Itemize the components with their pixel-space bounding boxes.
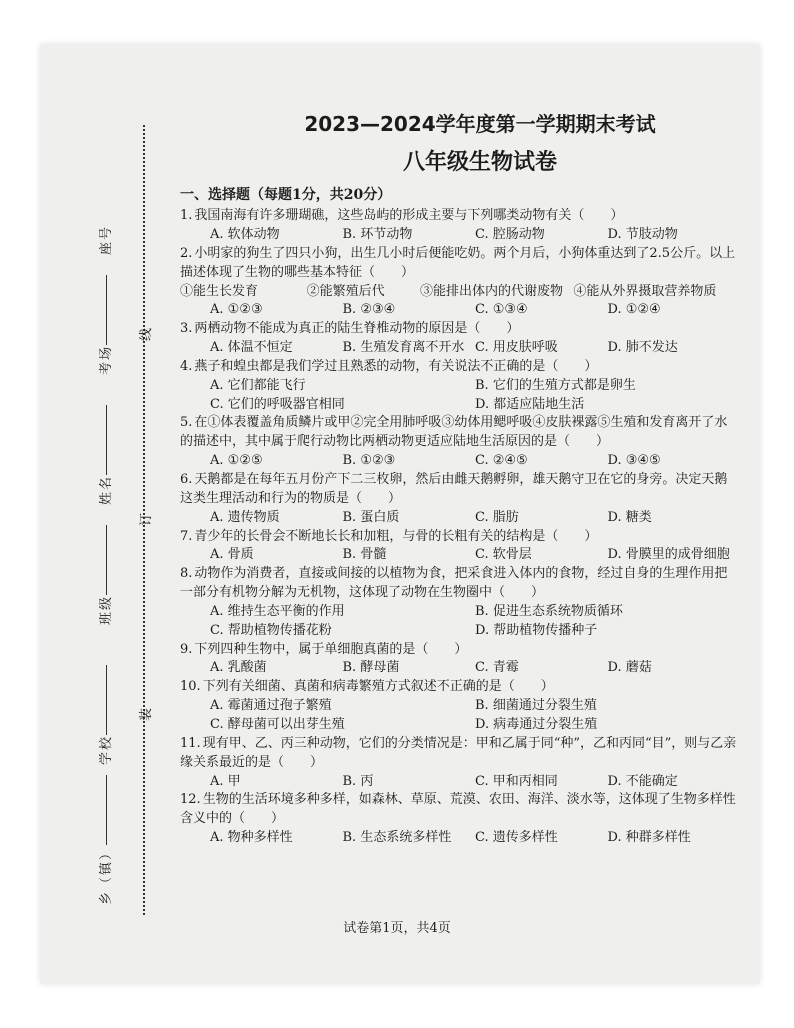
option-c[interactable]: C. 软骨层 [475,547,532,563]
section-heading: 一、选择题（每题1分，共20分） [180,186,392,203]
question-text: 小明家的狗生了四只小狗，出生几小时后便能吃奶。两个月后，小狗体重达到了2.5公斤。以上描述体现了生物的哪些基本特征（ ） [180,245,736,280]
question-4 [180,358,740,415]
question-text: 青少年的长骨会不断地长长和加粗，与骨的长粗有关的结构是（ ） [194,528,598,544]
question-number: 9. [180,641,193,657]
option-b[interactable]: B. 骨髓 [342,547,387,563]
option-c[interactable]: C. 帮助植物传播花粉 [210,622,332,638]
field-class: 班级 [95,521,114,625]
option-a[interactable]: A. ①②③ [210,302,263,318]
option-b[interactable]: B. 酵母菌 [342,660,400,676]
question-7 [180,528,740,566]
question-1 [180,207,740,245]
statement-4: ④能从外界摄取营养物质 [573,283,717,299]
question-12 [180,791,740,848]
question-text: 我国南海有许多珊瑚礁，这些岛屿的形成主要与下列哪类动物有关（ ） [194,208,624,224]
option-b[interactable]: B. 生态系统多样性 [342,830,452,846]
question-text: 下列有关细菌、真菌和病毒繁殖方式叙述不正确的是（ ） [202,679,554,695]
option-a[interactable]: A. ①②⑤ [210,453,263,469]
option-d[interactable]: D. 帮助植物传播种子 [475,622,598,638]
option-a[interactable]: A. 乳酸菌 [210,660,267,676]
option-c[interactable]: C. ①③④ [475,302,528,318]
question-number: 6. [180,472,193,487]
option-a[interactable]: A. 软体动物 [210,227,280,243]
exam-content [180,110,740,848]
question-6 [180,471,740,528]
question-text: 生物的生活环境多种多样，如森林、草原、荒漠、农田、海洋、淡水等，这体现了生物多样性含义中的（ ） [180,792,736,827]
page-footer: 试卷第1页，共4页 [343,921,451,936]
question-number: 12. [180,792,201,808]
option-b[interactable]: B. 环节动物 [342,227,413,243]
exam-subtitle: 八年级生物试卷 [402,150,557,175]
option-c[interactable]: C. 脂肪 [475,509,519,525]
question-number: 8. [180,566,193,582]
question-number: 3. [180,321,193,337]
option-b[interactable]: B. 生殖发育离不开水 [342,340,465,356]
question-11 [180,735,740,792]
binding-word-ding: 订 [139,512,155,527]
question-3 [180,320,740,358]
field-name: 姓名 [95,401,114,505]
option-d[interactable]: D. 种群多样性 [607,830,691,846]
question-8 [180,565,740,640]
question-10 [180,678,740,735]
option-a[interactable]: A. 体温不恒定 [210,340,293,356]
option-b[interactable]: B. 它们的生殖方式都是卵生 [475,377,636,393]
option-d[interactable]: D. ③④⑤ [607,453,661,469]
field-seat-number: 座号 [99,224,114,255]
question-number: 5. [180,415,193,431]
field-township: 乡（镇） [95,771,114,905]
question-text: 动物作为消费者，直接或间接的以植物为食，把采食进入体内的食物，经过自身的生理作用把一部分有机物分解为无机物，这体现了动物在生物圈中（ ） [180,566,728,601]
option-a[interactable]: A. 物种多样性 [210,830,293,846]
option-d[interactable]: D. 骨膜里的成骨细胞 [607,547,730,563]
option-d[interactable]: D. 病毒通过分裂生殖 [475,716,598,732]
field-exam-room: 考场 [95,271,114,375]
option-b[interactable]: B. 蛋白质 [342,509,400,525]
question-text: 天鹅都是在每年五月份产下二三枚卵，然后由雌天鹅孵卵，雄天鹅守卫在它的身旁。决定天鹅这类生理活动和行为的物质是（ ） [180,472,728,506]
option-a[interactable]: A. 遗传物质 [210,509,280,525]
option-a[interactable]: A. 骨质 [210,547,254,563]
option-d[interactable]: D. 糖类 [607,509,652,525]
option-b[interactable]: B. ②③④ [342,302,396,318]
option-d[interactable]: D. ①②④ [607,302,661,318]
question-number: 2. [180,245,193,261]
binding-word-zhuang: 装 [139,707,155,722]
option-a[interactable]: A. 维持生态平衡的作用 [210,603,345,619]
option-b[interactable]: B. 细菌通过分裂生殖 [475,698,597,714]
question-number: 1. [180,208,193,224]
question-number: 10. [180,679,201,695]
question-text: 燕子和蝗虫都是我们学过且熟悉的动物，有关说法不正确的是（ ） [194,358,598,374]
option-a[interactable]: A. 它们都能飞行 [210,377,306,393]
option-d[interactable]: D. 节肢动物 [607,227,678,243]
exam-title: 2023—2024学年度第一学期期末考试 [304,112,656,136]
question-text: 在①体表覆盖角质鳞片或甲②完全用肺呼吸③幼体用鳃呼吸④皮肤裸露⑤生殖和发育离开了水的描述中，其中属于爬行动物比两栖动物更适应陆地生活原因的是（ ） [180,415,728,450]
option-c[interactable]: C. 腔肠动物 [475,227,545,243]
option-d[interactable]: D. 蘑菇 [607,660,652,676]
question-text: 两栖动物不能成为真正的陆生脊椎动物的原因是（ ） [194,321,520,337]
option-c[interactable]: C. 青霉 [475,660,519,676]
option-b[interactable]: B. ①②③ [342,453,396,469]
question-2 [180,245,740,320]
binding-word-xian: 线 [139,327,155,342]
option-c[interactable]: C. 甲和丙相同 [475,773,558,789]
question-text: 现有甲、乙、丙三种动物，它们的分类情况是：甲和乙属于同“种”，乙和丙同“目”，则与乙亲缘关系最近的是（ ） [180,735,737,770]
question-9 [180,641,740,679]
option-d[interactable]: D. 肺不发达 [607,340,678,356]
statement-1: ①能生长发育 [180,283,259,299]
option-c[interactable]: C. 遗传多样性 [475,830,558,846]
statement-3: ③能排出体内的代谢废物 [420,283,564,299]
option-c[interactable]: C. 它们的呼吸器官相同 [210,396,345,412]
option-d[interactable]: D. 都适应陆地生活 [475,396,585,412]
option-c[interactable]: C. 酵母菌可以出芽生殖 [210,716,345,732]
option-b[interactable]: B. 丙 [342,773,374,789]
statement-2: ②能繁殖后代 [306,283,385,299]
question-5 [180,414,740,471]
question-number: 7. [180,528,193,544]
option-c[interactable]: C. 用皮肤呼吸 [475,340,558,356]
question-number: 4. [180,358,193,374]
option-b[interactable]: B. 促进生态系统物质循环 [475,603,623,619]
option-d[interactable]: D. 不能确定 [607,773,678,789]
question-number: 11. [180,735,201,751]
field-school: 学校 [95,661,114,765]
option-c[interactable]: C. ②④⑤ [475,453,528,469]
option-a[interactable]: A. 霉菌通过孢子繁殖 [210,698,332,714]
option-a[interactable]: A. 甲 [210,773,241,789]
question-text: 下列四种生物中，属于单细胞真菌的是（ ） [194,641,468,657]
